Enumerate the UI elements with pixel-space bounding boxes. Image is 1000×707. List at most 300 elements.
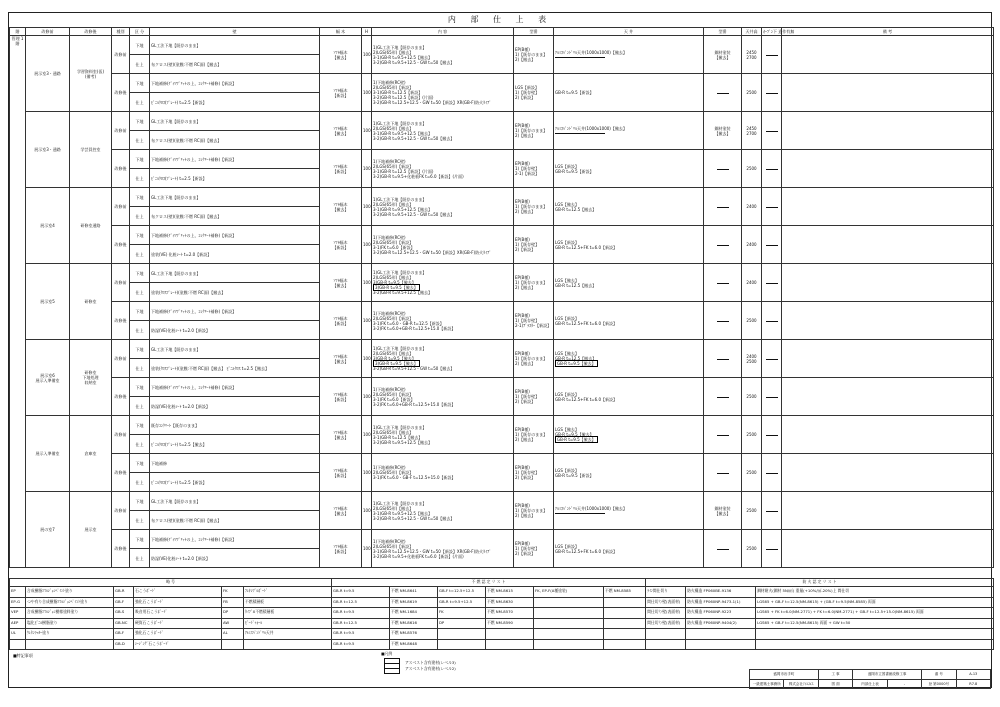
legend-cell: GB-R t=12.5 — [332, 597, 390, 608]
wall-cell: 布クロス(壁)(塗膜:不燃 RC面)【撤去】 — [150, 511, 320, 530]
legend-cell: 間仕切り壁(表面材) — [646, 608, 686, 619]
height-cell: 2400 — [742, 226, 762, 264]
dash — [766, 93, 778, 94]
division-cell: 仕上 — [130, 511, 150, 530]
ceiling-type-text: 鋼材塗装 【撤去】 — [714, 49, 731, 60]
legend-cell: DP — [222, 608, 244, 619]
area-kind: 改修後 — [112, 378, 130, 416]
division-cell: 下地 — [130, 264, 150, 283]
dash — [766, 473, 778, 474]
ceiling-type-cell — [704, 112, 742, 150]
overhead-cell — [762, 416, 782, 454]
schedule-row — [10, 226, 994, 245]
overhead-cell — [762, 74, 782, 112]
h-cell: 100 — [362, 226, 372, 264]
schedule-row — [10, 74, 994, 93]
finish-schedule-table — [9, 27, 994, 568]
ceiling-type-cell — [704, 530, 742, 568]
overhead-cell — [762, 492, 782, 530]
schedule-row — [10, 150, 994, 169]
ceiling-text: LGS【撤去】 GB-R t=12.5【撤去】 — [555, 351, 597, 361]
dash — [717, 93, 729, 94]
height-cell: 2500 — [742, 530, 762, 568]
legend-cell — [438, 639, 486, 650]
legend-cell — [604, 618, 646, 629]
legend-cell: GB-R — [114, 587, 134, 598]
content-cell — [372, 112, 514, 150]
area-kind: 改修後 — [112, 530, 130, 568]
content-cell — [372, 416, 514, 454]
legend-cell: 吸音用石こうﾎﾞｰﾄﾞ — [134, 608, 222, 619]
division-cell: 仕上 — [130, 359, 150, 378]
type-cell: EP(B種) 1)【既存のまま】 2)【撤去】 — [514, 36, 554, 74]
col-room-before: 改修前 — [26, 28, 70, 36]
area-kind: 改修前 — [112, 416, 130, 454]
col-h: H — [362, 28, 372, 36]
division-cell: 下地 — [130, 302, 150, 321]
legend-cell: 不燃 NM-8648 — [390, 639, 438, 650]
content-text-2: 3-1)GB-R t=9.5+12.5【撤去】 3-2)GB-R t=9.5+12.5・GW t=50【撤去】 — [373, 130, 455, 141]
schedule-row — [10, 302, 994, 321]
overhead-cell — [762, 226, 782, 264]
content-cell — [372, 188, 514, 226]
room-before: 展示室5 — [26, 264, 70, 340]
schedule-row — [10, 340, 994, 359]
title-drawing-no: A-13 — [956, 670, 990, 680]
height-cell: 2500 — [742, 454, 762, 492]
legend-cell: 不燃積層板 — [244, 597, 332, 608]
remarks-cell — [782, 492, 994, 530]
legend-cell — [686, 629, 756, 640]
height-cell: 2500 — [742, 492, 762, 530]
content-text: 1)GL工法下地【既存のまま】 — [373, 44, 427, 50]
remarks-cell — [782, 74, 994, 112]
h-cell: 100 — [362, 150, 372, 188]
content-cell — [372, 226, 514, 264]
baseboard-cell: ｿﾌﾄ幅木 【撤去】 — [320, 36, 362, 74]
dash — [717, 283, 729, 284]
overhead-cell — [762, 378, 782, 416]
content-text: 1)下地補修(RC壁) 2)LGS(65形)【新設】 3-1)FK t=6.0【新設】 3-2)FK t=6.0+GB-R t=12.5+15.0【新設】 — [373, 386, 456, 407]
legend-cell: GB-R t=9.5 — [332, 587, 390, 598]
dash — [717, 359, 729, 360]
ceiling-cell — [554, 188, 704, 226]
baseboard-cell: ｿﾌﾄ幅木 【撤去】 — [320, 112, 362, 150]
col-division: 区 分 — [130, 28, 150, 36]
dash — [766, 283, 778, 284]
legend-cell: つや有り合成樹脂ｴﾏﾙｼﾞｮﾝﾍﾟｲﾝﾄ塗り — [26, 597, 114, 608]
room-after: 展示室 — [70, 492, 112, 568]
legend-cell — [604, 629, 646, 640]
dash — [717, 321, 729, 322]
room-before: 展示室3・通路 — [26, 36, 70, 112]
type-cell: EP(B種) 1)【既存のまま】 2)【撤去】 — [514, 264, 554, 302]
blank-line — [555, 513, 605, 514]
remarks-cell — [782, 150, 994, 188]
dash — [766, 55, 778, 56]
schedule-row — [10, 416, 994, 435]
legend-cell: 間仕切り壁(表面材) — [646, 597, 686, 608]
legend-cell: ﾋﾞｰﾄﾞｩｫｰﾙ — [244, 618, 332, 629]
content-text: 1)GL工法下地【既存のまま】 2)LGS(65形)【撤去】 — [373, 120, 427, 131]
division-cell: 下地 — [130, 112, 150, 131]
wall-cell: 防湿(VE)化粧ｼｰﾄ t=2.0【新設】 — [150, 321, 320, 340]
content-cell — [372, 530, 514, 568]
overhead-cell — [762, 150, 782, 188]
baseboard-cell: ｿﾌﾄ幅木 【新設】 — [320, 302, 362, 340]
legend-cell: 塩化ﾋﾞﾆﾙ樹脂塗り — [26, 618, 114, 629]
type-cell: EP(B種) 1)【既存壁】 2-1)ﾌﾟﾗｽﾀｰ【新設】 — [514, 302, 554, 340]
remarks-cell — [782, 188, 994, 226]
content-text: 1)GL工法下地【既存のまま】 2)LGS(65形)【撤去】 — [373, 500, 427, 511]
overhead-cell — [762, 36, 782, 74]
legend-cell: ﾌﾚｷｼﾌﾞﾙﾎﾞｰﾄﾞ — [244, 587, 332, 598]
content-text: 1)下地補修(RC壁) 2)LGS(65形)【新設】 3-1)GB-R t=12.5+12.5・GW t=50【新設】XR(GB-F)防火ﾀｲﾌﾟ 3-2)GB-R t=9.5+化粧板FK t=6.0【新設】(片面) — [373, 538, 492, 559]
content-text: 1)下地補修(RC壁) 2)LGS(65形)【新設】 3-1)FK t=6.0【新設】 3-2)GB-R t=12.5+12.5・GW t=50【新設】XR(GB-F)防火ﾀｲﾌﾟ — [373, 234, 492, 255]
ceiling-type-cell — [704, 36, 742, 74]
legend-cell — [756, 639, 994, 650]
wall-cell: 下地補修(ｹﾞｲﾂﾌﾞﾘｯﾄの上、ｺﾝｸﾘｰﾄ補修)【新設】 — [150, 74, 320, 93]
legend-cell: UL — [10, 629, 26, 640]
dash — [717, 245, 729, 246]
legend-cell — [10, 639, 26, 650]
legend-fire-header: 不 燃 認 定 リ ス ト — [332, 579, 646, 587]
wall-cell: GL工法下地【既存のまま】 — [150, 188, 320, 207]
baseboard-cell: ｿﾌﾄ幅木 【撤去】 — [320, 340, 362, 378]
wall-cell: 塗装(VE) 化粧ｼｰﾄ t=2.0【新設】 — [150, 245, 320, 264]
title-designer: 株式会社ｱｲｴｽｴｽ — [784, 679, 818, 689]
wall-cell: 塗装(ｸﾛｽﾌﾟﾚｰﾄ)(塗膜:不燃 RC面)【撤去】 ﾋﾞﾆﾙｸﾛｽ t=2.5【撤去】 — [150, 359, 320, 378]
dash — [766, 549, 778, 550]
ceiling-cell — [554, 112, 704, 150]
wall-cell: 下地補修(ｹﾞｲﾂﾌﾞﾘｯﾄの上、ｺﾝｸﾘｰﾄ補修)【新設】 — [150, 302, 320, 321]
dash — [717, 397, 729, 398]
legend-cell: 合成樹脂ｴﾏﾙｼﾞｮﾝﾍﾟｲﾝﾄ塗り — [26, 587, 114, 598]
dash — [717, 473, 729, 474]
type-cell: EP(B種) 1)【既存壁】 2)【新設】 — [514, 226, 554, 264]
ceiling-type-text: 鋼材塗装 【撤去】 — [714, 505, 731, 516]
legend-cell — [486, 629, 534, 640]
legend-cell: AL — [222, 629, 244, 640]
legend-cell: 不燃 NM-8585 — [604, 587, 646, 598]
legend-cell — [534, 597, 604, 608]
asbestos-level2: アスベスト含有建材(レベル2) — [405, 666, 456, 671]
col-area-type: 種別 — [112, 28, 130, 36]
division-cell: 仕上 — [130, 245, 150, 264]
h-cell: 100 — [362, 416, 372, 454]
content-text-2: 3-1)GB-R t=12.5【撤去】 3-2)GB-R t=9.5+12.5【撤去】 — [373, 434, 432, 445]
height-cell: 2500 — [742, 150, 762, 188]
division-cell: 仕上 — [130, 93, 150, 112]
legend-cell: ｱﾙﾐｽﾊﾟﾝﾄﾞﾘﾙ天井 — [244, 629, 332, 640]
schedule-row — [10, 112, 994, 131]
division-cell: 下地 — [130, 150, 150, 169]
wall-cell: 既存ｺﾝｸﾘｰﾄ【既存のまま】 — [150, 416, 320, 435]
content-cell — [372, 74, 514, 112]
col-baseboard: 幅 木 — [320, 28, 362, 36]
dash — [766, 321, 778, 322]
overhead-cell — [762, 340, 782, 378]
wall-cell: 下地補修(ｹﾞｲﾂﾌﾞﾘｯﾄの上、ｺﾝｸﾘｰﾄ補修)【新設】 — [150, 226, 320, 245]
division-cell: 下地 — [130, 378, 150, 397]
division-cell: 仕上 — [130, 397, 150, 416]
content-text: 1)GL工法下地【既存のまま】 2)LGS(65形)【撤去】 — [373, 196, 427, 207]
legend-cell: DP — [438, 618, 486, 629]
legend-cell: 硬質石こうﾎﾞｰﾄﾞ — [134, 618, 222, 629]
title-project: 盛岡市岩手町 — [750, 670, 819, 680]
division-cell: 仕上 — [130, 283, 150, 302]
h-cell: 100 — [362, 302, 372, 340]
ceiling-cell — [554, 416, 704, 454]
content-text-2: 2)LGS(65形)【撤去】 3-1)GB-R t=9.5+12.5【撤去】 3-2)GB-R t=9.5+12.5・GW t=50【撤去】 — [373, 49, 455, 65]
dash — [766, 511, 778, 512]
col-floor: 階 — [10, 28, 26, 36]
asbestos-box: 3)GB-R t=9.5【撤去】 — [375, 361, 418, 366]
legend-cell: GB-S — [114, 608, 134, 619]
h-cell: 100 — [362, 74, 372, 112]
wall-cell: GL工法下地【既存のまま】 — [150, 492, 320, 511]
legend-cell — [222, 639, 244, 650]
ceiling-text: ｱﾙﾐｽﾊﾟﾝﾄﾞﾘﾙ天井(1000x1000)【撤去】 — [555, 49, 627, 55]
legend-cell: EP — [10, 587, 26, 598]
remarks-cell — [782, 454, 994, 492]
type-cell: EP(B種) 1)【既存壁】 2-1)【新設】 — [514, 150, 554, 188]
ceiling-cell — [554, 226, 704, 264]
legend-symbols-header: 略 号 — [10, 579, 332, 587]
division-cell: 仕上 — [130, 435, 150, 454]
room-after: 研修室 — [70, 264, 112, 340]
legend-cell — [604, 608, 646, 619]
title-label-no: 番 号 — [922, 670, 956, 680]
height-cell: 2450 2700 — [742, 36, 762, 74]
wall-cell: 布クロス(壁)(塗膜:不燃 RC面)【撤去】 — [150, 55, 320, 74]
legend-cell: LGS65 + GB-F t=12.5(NM-8615) 両面 + GW t=50 — [756, 618, 994, 629]
division-cell: 下地 — [130, 340, 150, 359]
division-cell: 仕上 — [130, 131, 150, 150]
title-reg: 登 第0000号 — [922, 679, 956, 689]
overhead-cell — [762, 530, 782, 568]
legend-cell — [604, 639, 646, 650]
division-cell: 下地 — [130, 454, 150, 473]
area-kind: 改修後 — [112, 454, 130, 492]
legend-cell — [438, 629, 486, 640]
dash — [766, 359, 778, 360]
legend-cell: 間仕切り壁(表面材) — [646, 618, 686, 629]
legend-cell: 鋼材耐火(鋼材 5N/㎡) 重量(+10%/㎡-20%)上 間仕切 — [756, 587, 994, 598]
height-cell: 2450 2700 — [742, 112, 762, 150]
legend-cell: 強化石こうﾎﾞｰﾄﾞ — [134, 629, 222, 640]
legend-cell: 不燃 NM-8576 — [390, 629, 438, 640]
content-text-2: 3-2)GB-R t=9.5+12.5【撤去】 — [373, 290, 432, 295]
room-after: 研修室通路 — [70, 188, 112, 264]
type-cell: EP(B種) 1)【既存壁】 2)【新設】 — [514, 378, 554, 416]
legend-cell: AW — [222, 618, 244, 629]
content-text: 1)GL工法下地【既存のまま】 2)LGS(65形)【撤去】 3)GB-R t=9.5【撤去】 — [373, 346, 427, 361]
division-cell: 仕上 — [130, 473, 150, 492]
legend-cell: 不燃 NM-8641 — [390, 587, 438, 598]
asbestos-legend — [381, 651, 501, 681]
division-cell: 仕上 — [130, 549, 150, 568]
ceiling-text: LGS【撤去】 GB-R t=9.5【撤去】 — [555, 427, 594, 437]
legend-row — [10, 618, 994, 629]
baseboard-cell: ｿﾌﾄ幅木 【新設】 — [320, 454, 362, 492]
header-row — [10, 28, 994, 36]
division-cell: 下地 — [130, 36, 150, 55]
remarks-cell — [782, 416, 994, 454]
legend-cell: 不燃 NM-8619 — [390, 597, 438, 608]
legend-row — [10, 608, 994, 619]
room-before: 展示入準備室 — [26, 416, 70, 492]
legend-cell: VEP — [10, 608, 26, 619]
legend-cell — [534, 608, 604, 619]
legend-cell: 不燃 NM-8570 — [486, 608, 534, 619]
legend-cell: 防火構造 FP060NP-9223 — [686, 608, 756, 619]
ceiling-type-cell — [704, 226, 742, 264]
schedule-body — [10, 36, 994, 568]
dash — [766, 245, 778, 246]
type-cell: EP(B種) 1)【既存のまま】 2)【撤去】 — [514, 112, 554, 150]
ceiling-text: ｱﾙﾐｽﾊﾟﾝﾄﾞﾘﾙ天井(1000x1000)【撤去】 — [555, 505, 627, 511]
title-work-name: 盛岡市立図書館改修工事 — [853, 670, 922, 680]
asbestos-box: 3)GB-R t=9.5【撤去】 — [375, 285, 418, 290]
schedule-row — [10, 36, 994, 55]
legend-cell: GB-NC — [114, 618, 134, 629]
height-cell: 2400 — [742, 264, 762, 302]
wall-cell: 布クロス(壁)(塗膜:不燃 RC面)【撤去】 — [150, 131, 320, 150]
col-type: 型番 — [514, 28, 554, 36]
ceiling-text: LGS【撤去】 GB-R t=12.5【撤去】 — [555, 201, 597, 212]
legend-cell — [534, 618, 604, 629]
content-text-2: 3-1)GB-R t=9.5+12.5【撤去】 3-2)GB-R t=9.5+12.5・GW t=50【撤去】 — [373, 206, 455, 217]
legend-cell: GB-R t=9.5 — [332, 629, 390, 640]
legend-cell: FK — [222, 587, 244, 598]
baseboard-cell: ｿﾌﾄ幅木 【新設】 — [320, 74, 362, 112]
room-before: 展示室6 展示入準備室 — [26, 340, 70, 416]
legend-row — [10, 587, 994, 598]
remarks-cell — [782, 340, 994, 378]
area-kind: 改修前 — [112, 264, 130, 302]
room-after: 学習資料室(仮) (備考) — [70, 36, 112, 112]
wall-cell: ﾋﾞﾆﾙｸﾛｽ(ﾌﾟﾚｰﾄ) t=2.5【新設】 — [150, 473, 320, 492]
sheet-title: 内 部 仕 上 表 — [9, 13, 991, 28]
ceiling-text: LGS【新設】 GB-R t=12.5+FK t=6.0【新設】 — [555, 543, 617, 554]
legend-cell: FK, EP-F(A種塗装) — [534, 587, 604, 598]
title-block — [749, 669, 991, 689]
wall-cell: 塗装(ｸﾛｽﾌﾟﾚｰﾄ)(塗膜:不燃 RC面)【撤去】 — [150, 283, 320, 302]
ceiling-type-cell — [704, 264, 742, 302]
legend-cell — [534, 629, 604, 640]
content-text: 1)下地補修(RC壁) 2)LGS(65形)【新設】 3-1)GB-R t=12.5【新設】 3-2)GB-R t=12.5【新設】(片面) 3-2)GB-R t=12.5+12.5・GW t=50【新設】XR(GB-F)防火ﾀｲﾌﾟ — [373, 80, 492, 105]
drawing-sheet — [8, 12, 992, 688]
area-kind: 改修後 — [112, 150, 130, 188]
content-text: 1)下地補修(RC壁) 2)LGS(65形)【新設】 3-1)FK t=6.0・GB-F t=12.5+15.0【新設】 — [373, 465, 456, 480]
height-cell: 2500 — [742, 416, 762, 454]
legend-cell: LGS65 + GB-F t=12.5(NM-8615) + (GB-F t=9.5(NM-8585) 両面 — [756, 597, 994, 608]
col-remarks: 備 考 — [782, 28, 994, 36]
legend-cell — [756, 629, 994, 640]
ceiling-type-text: 鋼材塗装 【撤去】 — [714, 125, 731, 136]
legend-cell: LGS65 + FK t=6.0(NM-2771) + FK t=6.0(NM-2771) + GB-F t=12.5+15.0(NM-8615) 両面 — [756, 608, 994, 619]
area-kind: 改修前 — [112, 188, 130, 226]
dash — [717, 169, 729, 170]
h-cell: 100 — [362, 340, 372, 378]
legend-cell: ｼｰｼﾞﾝｸﾞ石こうﾎﾞｰﾄﾞ — [134, 639, 222, 650]
ceiling-cell — [554, 378, 704, 416]
wall-cell: 防湿(VE)化粧ｼｰﾄ t=2.0【新設】 — [150, 549, 320, 568]
legend-cell: ｳﾚﾀﾝﾗｯｶｰ塗り — [26, 629, 114, 640]
col-content: 内 容 — [372, 28, 514, 36]
ceiling-text: GB-R t=9.5【新設】 — [555, 90, 594, 95]
h-cell: 100 — [362, 36, 372, 74]
division-cell: 下地 — [130, 416, 150, 435]
legend-cell: GB-R t=9.5+12.5 — [438, 597, 486, 608]
legend-cell: 石こうﾎﾞｰﾄﾞ — [134, 587, 222, 598]
wall-cell: 防湿(VE)化粧ｼｰﾄ t=2.0【新設】 — [150, 397, 320, 416]
content-cell — [372, 492, 514, 530]
ceiling-cell — [554, 264, 704, 302]
legend-cell: GB-R t=9.5 — [332, 608, 390, 619]
division-cell: 仕上 — [130, 321, 150, 340]
remarks-cell — [782, 378, 994, 416]
legend-cell — [486, 639, 534, 650]
content-cell — [372, 36, 514, 74]
dash — [766, 131, 778, 132]
dash — [766, 169, 778, 170]
wall-cell: ﾋﾞﾆﾙｸﾛｽ(ﾌﾟﾚｰﾄ) t=2.5【新設】 — [150, 169, 320, 188]
baseboard-cell: ｿﾌﾄ幅木 【新設】 — [320, 226, 362, 264]
asbestos-legend-label: ■凡例 — [381, 651, 393, 656]
dash — [717, 207, 729, 208]
schedule-row — [10, 264, 994, 283]
legend-cell: 防火構造 FP060BE-9136 — [686, 587, 756, 598]
ceiling-type-cell — [704, 416, 742, 454]
ceiling-cell — [554, 530, 704, 568]
legend-cell: GB-F — [114, 597, 134, 608]
height-cell: 2500 — [742, 74, 762, 112]
content-text: 1)下地補修(RC壁) 2)LGS(65形)【新設】 3-1)FK t=6.0・GB-R t=12.5【新設】 3-2)FK t=6.0+GB-R t=12.5+15.0【新設】 — [373, 310, 456, 331]
baseboard-cell: ｿﾌﾄ幅木 【新設】 — [320, 150, 362, 188]
wall-cell: ﾋﾞﾆﾙｸﾛｽ(ﾌﾟﾚｰﾄ) t=2.5【撤去】 — [150, 435, 320, 454]
room-before: 展示室4 — [26, 188, 70, 264]
ceiling-asbestos-box: GB-R t=9.5【撤去】 — [557, 437, 596, 442]
wall-cell: GL工法下地【既存のまま】 — [150, 112, 320, 131]
legend-cell — [26, 639, 114, 650]
room-after: 研修室 下地処理 収納室 — [70, 340, 112, 416]
ceiling-type-cell — [704, 74, 742, 112]
legend-acoustic-header: 防 火 認 定 リ ス ト — [646, 579, 994, 587]
division-cell: 下地 — [130, 530, 150, 549]
height-cell: 2400 2500 — [742, 340, 762, 378]
division-cell: 下地 — [130, 74, 150, 93]
legend-cell: AEP — [10, 618, 26, 629]
type-cell: EP(B種) 1)【既存壁】 2)【新設】 — [514, 454, 554, 492]
schedule-row — [10, 530, 994, 549]
asbestos-level3: アスベスト含有建材(レベル3) — [405, 660, 456, 665]
area-kind: 改修前 — [112, 36, 130, 74]
wall-cell: ﾋﾞﾆﾙｸﾛｽ(ﾌﾟﾚｰﾄ) t=2.5【新設】 — [150, 93, 320, 112]
col-ceiling: 天 井 — [554, 28, 704, 36]
baseboard-cell: ｿﾌﾄ幅木 【撤去】 — [320, 264, 362, 302]
division-cell: 下地 — [130, 492, 150, 511]
content-text-2: 3-1)GB-R t=9.5+12.5【撤去】 3-2)GB-R t=9.5+12.5・GW t=50【撤去】 — [373, 510, 455, 521]
dash — [717, 549, 729, 550]
legend-cell: 強化石こうﾎﾞｰﾄﾞ — [134, 597, 222, 608]
overhead-cell — [762, 188, 782, 226]
h-cell: 100 — [362, 112, 372, 150]
wall-cell: GL工法下地【既存のまま】 — [150, 264, 320, 283]
legend-cell: 不燃 NM-8616 — [390, 618, 438, 629]
area-kind: 改修後 — [112, 74, 130, 112]
